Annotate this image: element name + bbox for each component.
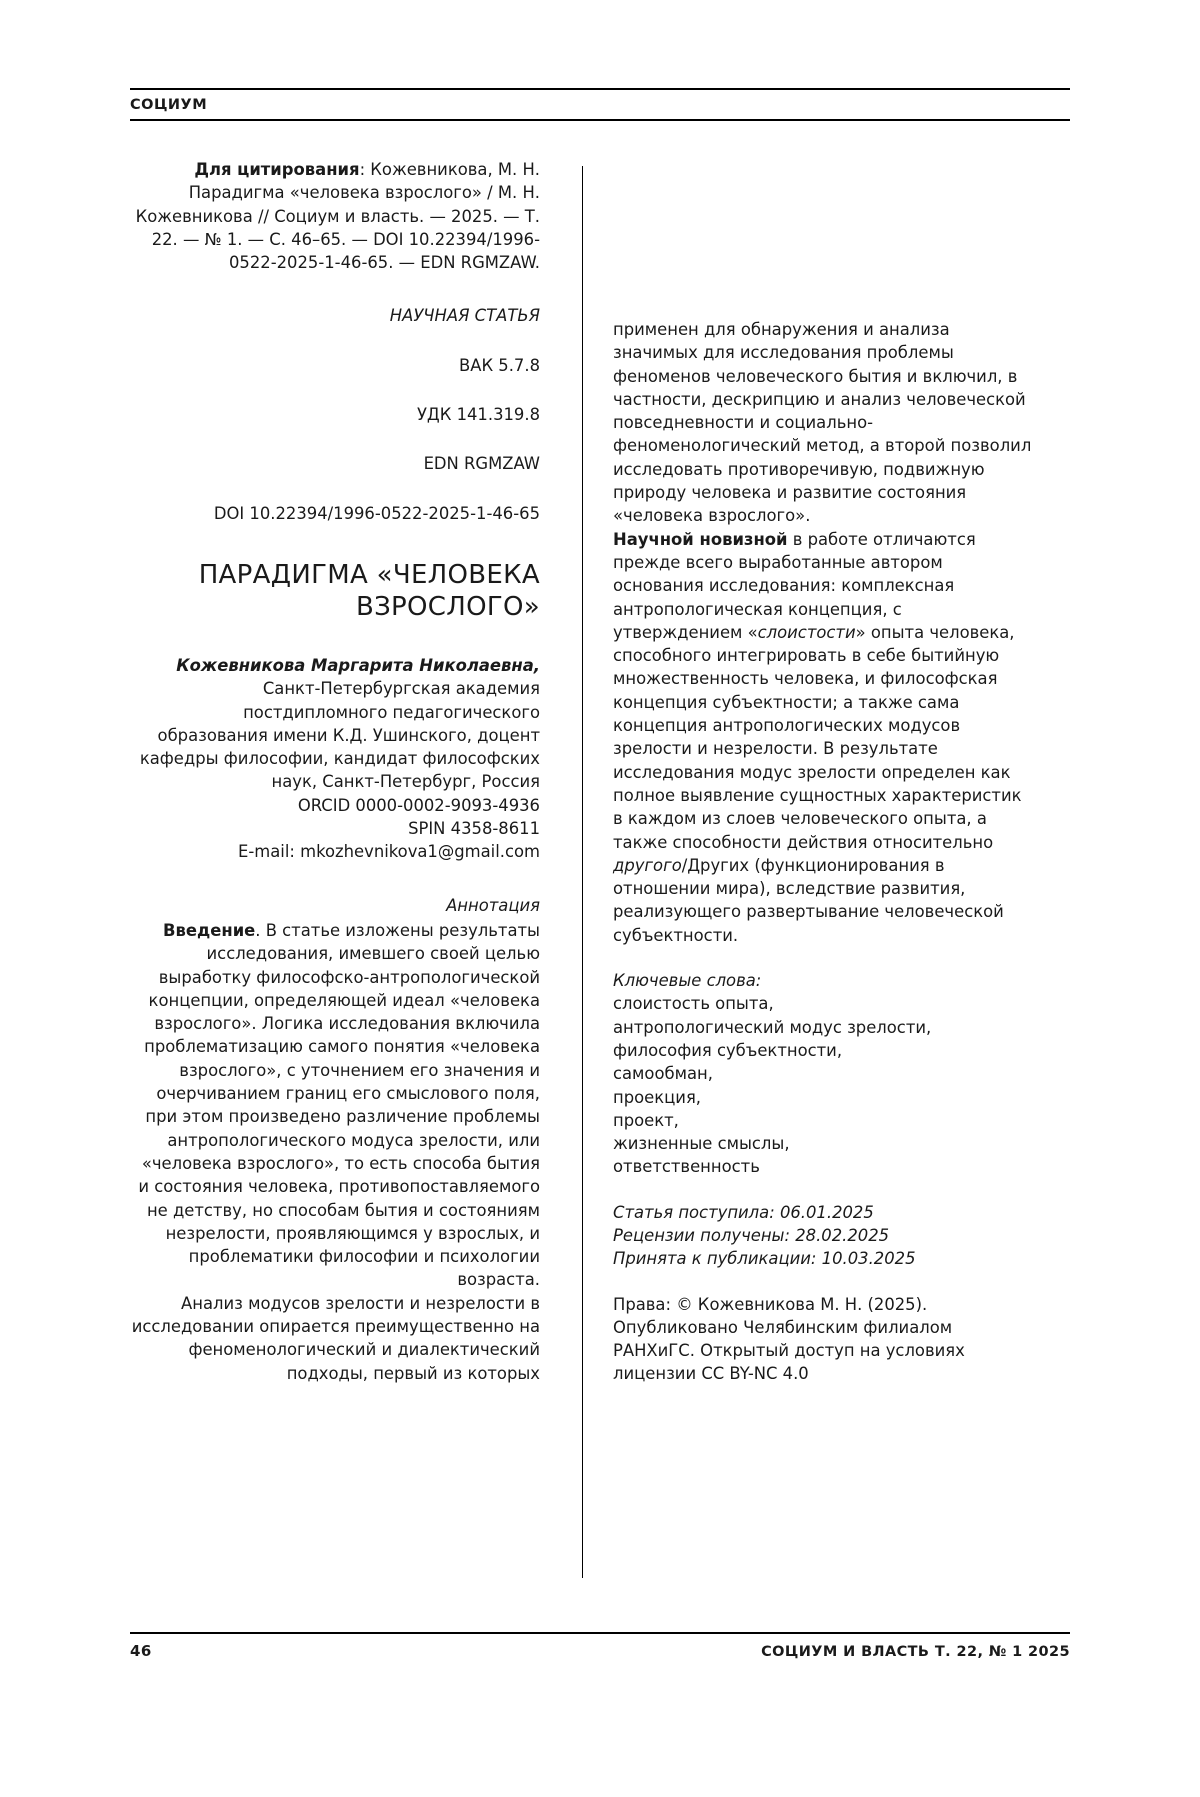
- novelty-text-b: » опыта человека, способного интегрировать в себе бытийную множественность человека, и философская концепция субъектности; а также сама концепция антропологических модусов зрелости и незрелости. В результате исследования модус зрелости определен как полное выявление сущностных характеристик в каждом из слоев человеческого опыта, а также способности действия относительно: [613, 622, 1022, 852]
- date-received: Статья поступила: 06.01.2025: [613, 1202, 874, 1222]
- page-footer: [130, 1632, 1070, 1660]
- page-title: ПАРАДИГМА «ЧЕЛОВЕКА ВЗРОСЛОГО»: [198, 559, 540, 623]
- article-type: НАУЧНАЯ СТАТЬЯ: [389, 306, 540, 326]
- keywords-list: [613, 992, 1033, 1178]
- page-header: [130, 88, 1070, 121]
- introduction-label: Введение: [163, 920, 256, 940]
- abstract-heading: Аннотация: [446, 895, 540, 915]
- author-block: [130, 654, 540, 794]
- novelty-text-a: в работе отличаются прежде всего выработанные автором основания исследования: комплексная антропологическая концепция, с утверждением «: [613, 529, 976, 642]
- page-number: 46: [130, 1642, 152, 1660]
- novelty-text-c: /Других (функционирования в отношении мира), вследствие развития, реализующего развертывание человеческой субъектности.: [613, 855, 1004, 945]
- keyword-item: проекция,: [613, 1087, 702, 1107]
- keyword-item: жизненные смыслы,: [613, 1134, 790, 1154]
- author-orcid: ORCID 0000-0002-9093-4936: [297, 795, 540, 815]
- author-name: Кожевникова Маргарита Николаевна,: [176, 655, 540, 675]
- udk-code: УДК 141.319.8: [416, 405, 540, 425]
- keywords-heading: Ключевые слова:: [613, 971, 762, 991]
- novelty-label: Научной новизной: [613, 529, 788, 549]
- abstract-paragraph-2: Анализ модусов зрелости и незрелости в исследовании опирается преимущественно на феноменологический и диалектический подходы, первый из которых: [131, 1293, 540, 1383]
- edn-code: EDN RGMZAW: [423, 454, 540, 474]
- doi-code: DOI 10.22394/1996-0522-2025-1-46-65: [213, 503, 540, 523]
- header-rule-bottom: [130, 119, 1070, 121]
- footer-row: [130, 1634, 1070, 1660]
- author-email[interactable]: E-mail: mkozhevnikova1@gmail.com: [238, 842, 540, 862]
- column-divider: [582, 166, 583, 1578]
- novelty-italic-1: слоистости: [757, 622, 856, 642]
- content-area: [130, 158, 1070, 1588]
- author-affiliation: Санкт-Петербургская академия постдипломного педагогического образования имени К.Д. Ушинского, доцент кафедры философии, кандидат философских наук, Санкт-Петербург, Россия: [139, 679, 540, 792]
- keyword-item: проект,: [613, 1110, 679, 1130]
- vak-code: ВАК 5.7.8: [458, 355, 540, 375]
- abstract-paragraph-1: [130, 919, 540, 1292]
- abstract-text-1: . В статье изложены результаты исследования, имевшего своей целью выработку философско-антропологической концепции, определяющей идеал «человека взрослого». Логика исследования включила проблематизацию самого понятия «человека взрослого», с уточнением его значения и очерчиванием границ его смыслового поля, при этом произведено различение проблемы антропологического модуса зрелости, или «человека взрослого», то есть способа бытия и состояния человека, противопоставляемого не детству, но способам бытия и состояниям незрелости, проявляющимся у взрослых, и проблематики философии и психологии возраста.: [138, 920, 540, 1290]
- left-column: [130, 158, 540, 1385]
- citation-text: : Кожевникова, М. Н. Парадигма «человека взрослого» / М. Н. Кожевникова // Социум и власть. — 2025. — Т. 22. — № 1. — С. 46–65. — DOI 10.22394/1996-0522-2025-1-46-65. — EDN RGMZAW.: [135, 160, 540, 273]
- keyword-item: слоистость опыта,: [613, 994, 774, 1014]
- novelty-paragraph: [613, 528, 1033, 947]
- dates-block: [613, 1201, 1033, 1271]
- keyword-item: философия субъектности,: [613, 1040, 843, 1060]
- rights-block: Права: © Кожевникова М. Н. (2025). Опубликовано Челябинским филиалом РАНХиГС. Открытый доступ на условиях лицензии CC BY-NC 4.0: [613, 1294, 965, 1384]
- citation-label: Для цитирования: [194, 160, 360, 179]
- citation-block: [130, 158, 540, 274]
- author-spin: SPIN 4358-8611: [408, 819, 540, 839]
- novelty-italic-2: другого: [613, 855, 682, 875]
- keyword-item: самообман,: [613, 1064, 713, 1084]
- journal-line: СОЦИУМ И ВЛАСТЬ Т. 22, № 1 2025: [761, 1644, 1070, 1660]
- keyword-item: ответственность: [613, 1157, 760, 1177]
- abstract-continuation: применен для обнаружения и анализа значимых для исследования проблемы феноменов человеческого бытия и включил, в частности, дескрипцию и анализ человеческой повседневности и социально-феноменологический метод, а второй позволил исследовать противоречивую, подвижную природу человека и развитие состояния «человека взрослого».: [613, 320, 1032, 526]
- section-label: СОЦИУМ: [130, 97, 208, 113]
- date-reviews: Рецензии получены: 28.02.2025: [613, 1225, 890, 1245]
- date-accepted: Принята к публикации: 10.03.2025: [613, 1249, 916, 1269]
- right-column: [613, 318, 1033, 1386]
- keyword-item: антропологический модус зрелости,: [613, 1017, 932, 1037]
